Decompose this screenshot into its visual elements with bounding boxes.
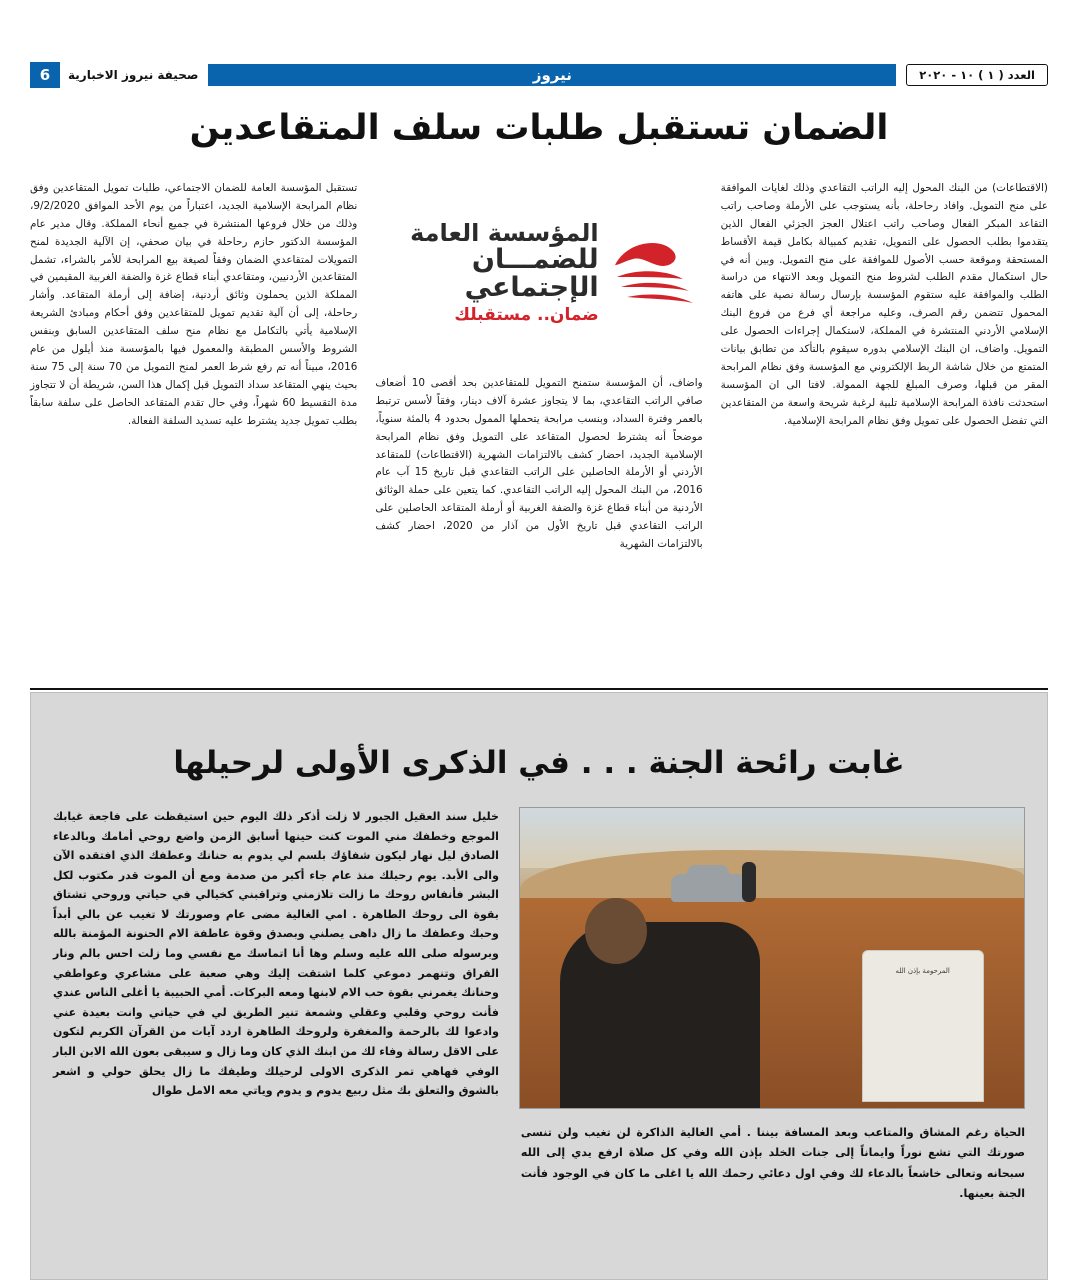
ssc-logo-slogan: ضمان.. مستقبلك (454, 304, 599, 325)
ssc-logo (375, 180, 702, 365)
photo-car (671, 874, 751, 902)
article-column-right (30, 180, 357, 436)
masthead (0, 58, 1078, 92)
issue-number: العدد ( ١ ) ١٠ - ٢٠٢٠ (906, 64, 1048, 86)
photo-standing-person (742, 862, 756, 902)
bottom-article-text: خليل سند العقيل الجبور لا زلت أذكر ذلك اليوم حين استيقظت على فاجعة غيابك الموجع وخطفك مني الموت كنت حينها أسابق الزمن واضع روحي أمامك وبالدعاء الصادق ليل نهار ليكون شفاؤك بلسم لي يدوم به حنانك وعطفك الذي افتقده الآن والى الأبد. يوم رحيلك منذ عام جاء أكبر من صدمة ومع أن الموت قدر مكتوب لكل البشر فأنفاس روحك ما زالت تلازمني وتراقبني كخيالي في حياتي وروحي تشتاق بقوة الى روحك الطاهرة . امي الغالية مضى عام وصورتك لا تغيب عن بالي أبداً وحبك وعطفك ما زال داهى يصلني وبصدق وقوة عاطفة الام الحنونة المؤمنة بالله وبرسوله صلى الله عليه وسلم وها أنا اتماسك مع نفسي وما زلت احس بالم ونار الفراق وتنهمر دموعي كلما اشتقت إليك وهي صعبة على مشاعري وعواطفي وحنانك يغمرني بقوة حب الام لابنها ومعه البركات. أمي الحبيبة يا أغلى الناس عندي فأنت روحي وقلبي وعقلي وشمعة تنير الطريق لي في حياتي وانت بعيدة عني وادعوا لك بالرحمة والمغفرة ولروحك الطاهرة اردد آيات من القرآن الكريم لتكون على الاقل رسالة وفاء لك من ابنك الذي كان وما زال و سيبقى بعون الله الابن البار الوفي فهاهي تمر الذكرى الاولى لرحيلك وطيفك ما زال يحلق حولي و اشعر بالشوق والتعلق بك مثل ربيع يدوم و يدوم وياتي معه الامل طوال (53, 810, 499, 1098)
bottom-article-headline: غابت رائحة الجنة . . . في الذكرى الأولى لرحيلها (173, 745, 905, 781)
ssc-bird-icon (607, 235, 703, 311)
section-divider (30, 688, 1048, 690)
article-text-middle: واضاف، أن المؤسسة ستمنح التمويل للمتقاعدين بحد أقصى 10 أضعاف صافي الراتب التقاعدي، بما لا يتجاوز عشرة آلاف دينار، وفقاً لأسس ترتبط بالعمر وفترة السداد، وبنسب مرابحة يتحملها الممول بحدود 4 بالمئة سنوياً، موضحاً أنه يشترط لحصول المتقاعد على التمويل وفق نظام المرابحة الإسلامية الجديد، احضار كشف بالالتزامات الشهرية (الاقتطاعات) للمتقاعد الأردني أو الأرملة الحاصلين على الراتب التقاعدي قبل تاريخ 15 آب عام 2016، من البنك المحول إليه الراتب التقاعدي. كما يتعين على حملة الوثائق الأردنية من أبناء قطاع غزة والضفة الغربية أو أرملة المتقاعد الحاصلين على الراتب التقاعدي قبل تاريخ الأول من آذار من 2020، احضار كشف بالالتزامات الشهرية (375, 377, 703, 551)
photo-headstone (862, 950, 984, 1102)
headstone-inscription: المرحومة بإذن الله (895, 967, 950, 975)
page-top-margin (0, 0, 1078, 32)
photo-caption: الحياة رغم المشاق والمتاعب وبعد المسافة بيننا . أمي الغالية الذاكرة لن تغيب ولن تنسى صورتك التي تشع نوراً وايماناً إلى جنات الخلد بإذن الله وفي كل صلاة ارفع يدي إلى الله سبحانه وتعالى خاشعاً بالدعاء لك وفي اول دعائي رحمك الله يا اغلى ما كان في الوجود فأنت الجنة بعينها. (520, 1126, 1025, 1201)
bottom-article (30, 692, 1048, 1280)
article-column-middle (375, 180, 702, 560)
top-article (30, 180, 1048, 560)
article-text-left: (الاقتطاعات) من البنك المحول إليه الراتب التقاعدي وذلك لغايات الموافقة على منح التمويل. وافاد رحاحلة، بأنه يستوجب على الأرملة وصاحب راتب التقاعد المبكر الفعال وصاحب راتب اعتلال العجز الجزئي الفعال الذين يتقدموا بطلب الحصول على التمويل، تقديم كمبيالة بكامل قيمة الأقساط المستحقة وموقعة حسب الأصول للموافقة على منح التمويل. وبين أنه في حال استكمال مقدم الطلب لشروط منح التمويل وبعد الانتهاء من دراسة الطلب والموافقة عليه ستقوم المؤسسة بإرسال رسالة نصية على هاتفه المحمول تتضمن رقم الصرف، وعليه مراجعة أي فرع من فروع البنك الإسلامي الأردني المنتشرة في المملكة، لاستكمال إجراءات الحصول على التمويل. واضاف، ان البنك الإسلامي بدوره سيقوم بالتأكد من تطابق بيانات المتمتع من خلال شاشة الربط الإلكتروني مع المؤسسة وفق نظام المرابحة المقر من قبلها، وصرف المبلغ للجهة الممولة. لافتا الى ان المؤسسة استحدثت نافذة المرابحة الإسلامية تلبية لرغبة شريحة واسعة من المتقاعدين التي تفضل الحصول على تمويل وفق نظام المرابحة الإسلامية. (720, 182, 1048, 427)
photo-man-head (585, 898, 647, 964)
article-text-right: تستقبل المؤسسة العامة للضمان الاجتماعي، طلبات تمويل المتقاعدين وفق نظام المرابحة الإسلامية الجديد، اعتباراً من يوم الأحد الموافق 9/2/2020، وذلك من خلال فروعها المنتشرة في جميع أنحاء المملكة. وقال مدير عام المؤسسة الدكتور حازم رحاحلة في بيان صحفي، إن الآلية الجديدة لمنح التمويلات لمتقاعدي الضمان وفقاً لصيغة بيع المرابحة للأمر بالشراء، تشمل المتقاعدين الأردنيين، ومتقاعدي أبناء قطاع غزة والضفة الغربية المقيمين في المملكة الذين يحملون وثائق أردنية، إضافة إلى أرملة المتقاعد. وأشار رحاحلة، إلى أن آلية تقديم تمويل للمتقاعدين وفق أحكام ومبادئ الشريعة الإسلامية يأتي بالتكامل مع نظام منح سلف المتقاعدين السابق وبنفس الشروط والأسس المطبقة والمعمول فيها بالمؤسسة منذ أيلول من عام 2016، مبيناً أنه تم رفع شرط العمر لمنح التمويل من 70 سنة إلى 75 سنة بحيث ينهي المتقاعد سداد التمويل قبل إكمال هذا السن، شريطة أن لا تتجاوز مدة التقسيط 60 شهراً، وفي حال تقدم المتقاعد الحاصل على سلفة سابقاً بطلب تمويل جديد يشترط عليه تسديد السلفة الفعالة. (30, 182, 358, 427)
page-title: الضمان تستقبل طلبات سلف المتقاعدين (189, 108, 889, 148)
ssc-logo-text (375, 218, 599, 325)
masthead-bar (208, 64, 896, 86)
page-number: 6 (30, 62, 60, 88)
newspaper-logo: نيروز (523, 66, 582, 84)
grave-visit-photo (519, 807, 1025, 1109)
paper-name: صحيفة نيروز الاخبارية (68, 68, 199, 82)
ssc-logo-line2: للضمـــان الإجتماعي (464, 243, 599, 304)
ssc-logo-line1: المؤسسة العامة (410, 218, 599, 247)
article-column-left (721, 180, 1048, 436)
photo-column (521, 807, 1025, 1204)
